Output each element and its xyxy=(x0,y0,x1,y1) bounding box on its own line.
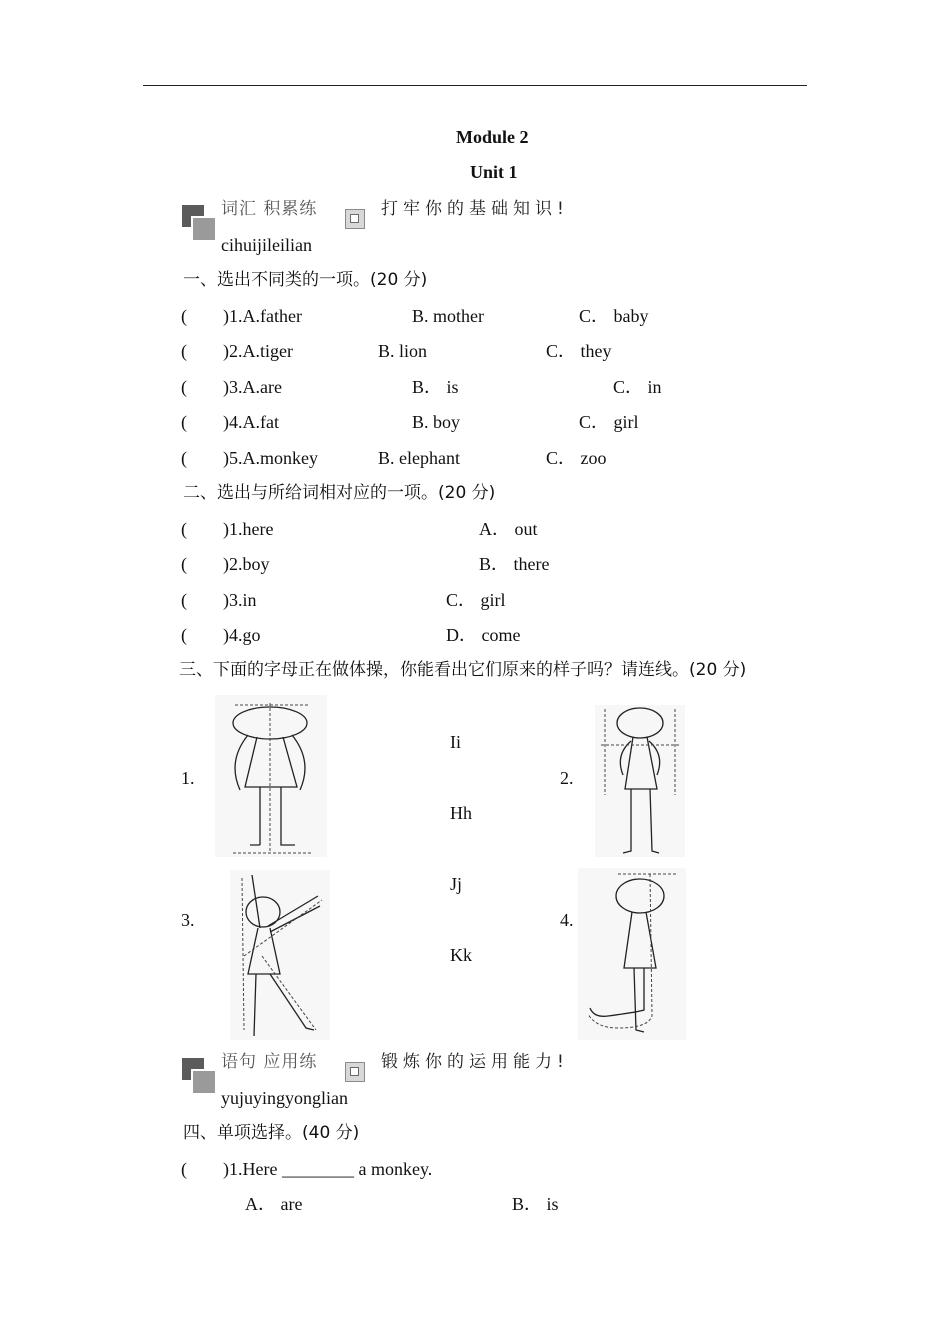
part2-q3: ( )3.in xyxy=(181,590,257,610)
unit-title: Unit 1 xyxy=(470,162,518,182)
part2-opt-d: D． come xyxy=(446,625,521,645)
part1-q4-c: C． girl xyxy=(579,412,639,432)
part4-q1-option-b: B． is xyxy=(512,1194,559,1214)
part1-q5-b: B. elephant xyxy=(378,448,460,468)
part2-opt-b: B． there xyxy=(479,554,550,574)
part1-q4-b: B. boy xyxy=(412,412,461,432)
part1-q2-c: C． they xyxy=(546,341,612,361)
part3-number-1: 1. xyxy=(181,768,195,788)
gymnastics-figure-3 xyxy=(230,870,330,1040)
part3-number-4: 4. xyxy=(560,910,574,930)
part1-q3: ( )3.A.are xyxy=(181,377,282,397)
part2-q4: ( )4.go xyxy=(181,625,261,645)
part1-q3-b: B． is xyxy=(412,377,459,397)
part3-number-2: 2. xyxy=(560,768,574,788)
section-usage-label: 语句 应用练 xyxy=(221,1052,318,1072)
part3-letter-hh: Hh xyxy=(450,803,472,823)
part1-q2-b: B. lion xyxy=(378,341,428,361)
gymnastics-figure-2 xyxy=(595,705,685,857)
part2-heading: 二、选出与所给词相对应的一项。(20 分) xyxy=(183,483,496,503)
section-square-icon xyxy=(182,1058,216,1092)
section-vocab-pinyin: cihuijileilian xyxy=(221,235,312,255)
section-square-icon xyxy=(182,205,216,239)
part1-q1-c: C． baby xyxy=(579,306,649,326)
section-badge-icon xyxy=(345,1062,365,1082)
part3-letter-kk: Kk xyxy=(450,945,472,965)
part4-q1: ( )1.Here ________ a monkey. xyxy=(181,1159,433,1179)
part3-letter-jj: Jj xyxy=(450,874,463,894)
part1-q2: ( )2.A.tiger xyxy=(181,341,293,361)
part3-heading: 三、下面的字母正在做体操，你能看出它们原来的样子吗？请连线。(20 分) xyxy=(179,660,747,680)
module-title: Module 2 xyxy=(456,127,529,147)
part1-q1: ( )1.A.father xyxy=(181,306,302,326)
section-usage-pinyin: yujuyingyonglian xyxy=(221,1088,348,1108)
part2-opt-c: C． girl xyxy=(446,590,506,610)
part1-heading: 一、选出不同类的一项。(20 分) xyxy=(183,270,428,290)
section-badge-icon xyxy=(345,209,365,229)
part1-q5-c: C． zoo xyxy=(546,448,607,468)
part4-heading: 四、单项选择。(40 分) xyxy=(183,1123,360,1143)
part4-q1-option-a: A． are xyxy=(245,1194,303,1214)
section-vocab-slogan: 打牢你的基础知识! xyxy=(381,199,569,219)
gymnastics-figure-1 xyxy=(215,695,327,857)
part3-number-3: 3. xyxy=(181,910,195,930)
part1-q4: ( )4.A.fat xyxy=(181,412,279,432)
part1-q1-b: B. mother xyxy=(412,306,484,326)
part2-opt-a: A． out xyxy=(479,519,538,539)
part1-q3-c: C． in xyxy=(613,377,662,397)
part3-letter-ii: Ii xyxy=(450,732,461,752)
gymnastics-figure-4 xyxy=(578,868,686,1040)
part2-q1: ( )1.here xyxy=(181,519,274,539)
section-vocab-label: 词汇 积累练 xyxy=(221,199,318,219)
part2-q2: ( )2.boy xyxy=(181,554,270,574)
header-rule xyxy=(143,85,807,86)
part1-q5: ( )5.A.monkey xyxy=(181,448,318,468)
section-usage-slogan: 锻炼你的运用能力! xyxy=(381,1052,569,1072)
